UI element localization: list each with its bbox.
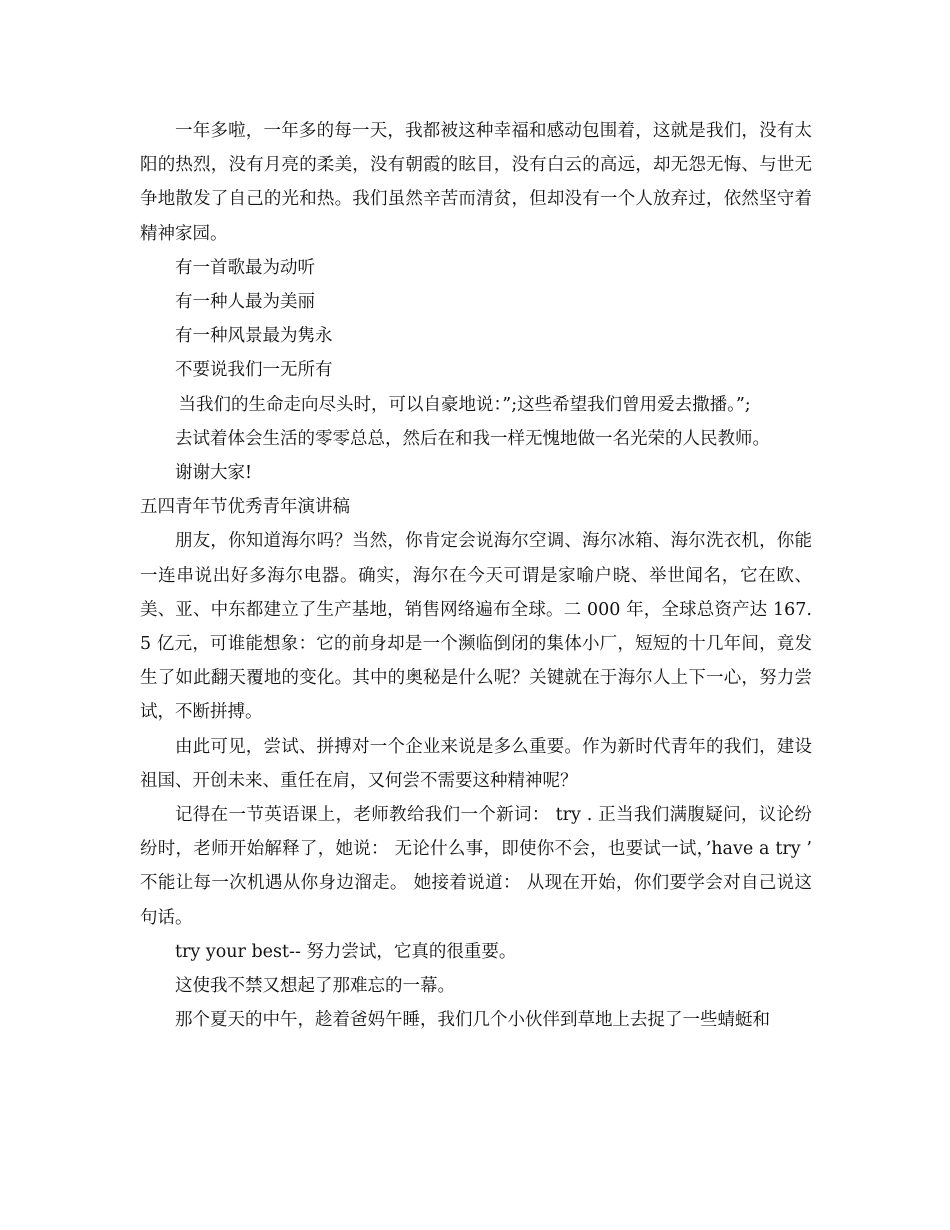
paragraph-haier: 朋友，你知道海尔吗？当然，你肯定会说海尔空调、海尔冰箱、海尔洗衣机，你能一连串说出好多海尔电器。确实，海尔在今天可谓是家喻户晓、举世闻名，它在欧、美、亚、中东都建立了生产基地，销售网络遍布全球。二 000 年，全球总资产达 167.5 亿元，可谁能想象：它的前身却是一个濒临倒闭的集体小厂，短短的十几年间，竟发生了如此翻天覆地的变化。其中的奥秘是什么呢？关键就在于海尔人上下一心，努力尝试，不断拼搏。	[140, 531, 812, 723]
poem-line-4: 不要说我们一无所有	[175, 360, 333, 381]
poem-line-3: 有一种风景最为隽永	[175, 326, 333, 347]
paragraph-english-class: 记得在一节英语课上，老师教给我们一个新词： try . 正当我们满腹疑问，议论纷纷时，老师开始解释了，她说： 无论什么事，即使你不会，也要试一试，’have a try ’ 不能让每一次机遇从你身边溜走。 她接着说道： 从现在开始，你们要学会对自己说这句话。	[140, 805, 812, 928]
paragraph-reflection: 一年多啦，一年多的每一天，我都被这种幸福和感动包围着，这就是我们，没有太阳的热烈，没有月亮的柔美，没有朝霞的眩目，没有白云的高远，却无怨无悔、与世无争地散发了自己的光和热。我们虽然辛苦而清贫，但却没有一个人放弃过，依然坚守着精神家园。	[140, 121, 812, 244]
paragraph-proud-quote: 当我们的生命走向尽头时，可以自豪地说：”;这些希望我们曾用爱去撒播。”;	[178, 394, 751, 415]
section-title: 五四青年节优秀青年演讲稿	[140, 497, 350, 518]
paragraph-try-best: try your best-- 努力尝试，它真的很重要。	[175, 941, 517, 962]
poem-line-1: 有一首歌最为动听	[175, 257, 315, 278]
paragraph-thanks: 谢谢大家!	[175, 463, 253, 484]
poem-line-2: 有一种人最为美丽	[175, 292, 315, 313]
paragraph-memory: 这使我不禁又想起了那难忘的一幕。	[175, 976, 455, 997]
body-text	[140, 114, 812, 1037]
paragraph-summer: 那个夏天的中午，趁着爸妈午睡，我们几个小伙伴到草地上去捉了一些蜻蜓和	[175, 1010, 770, 1031]
paragraph-importance: 由此可见，尝试、拼搏对一个企业来说是多么重要。作为新时代青年的我们，建设祖国、开创未来、重任在肩，又何尝不需要这种精神呢？	[140, 736, 812, 791]
paragraph-closing: 去试着体会生活的零零总总，然后在和我一样无愧地做一名光荣的人民教师。	[175, 428, 770, 449]
